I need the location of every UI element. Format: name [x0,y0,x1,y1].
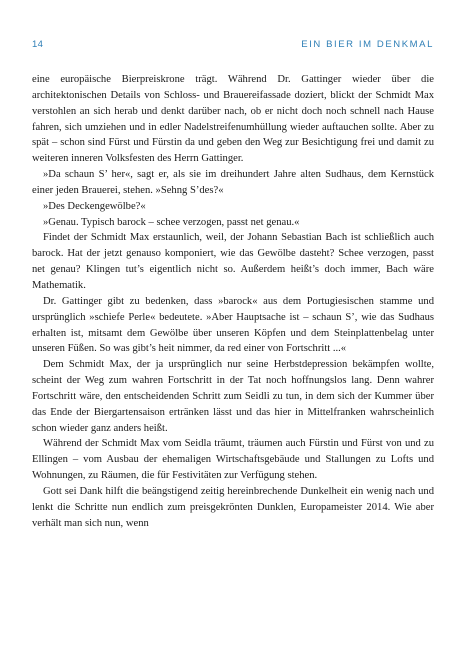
running-head: EIN BIER IM DENKMAL [301,38,434,50]
page-number: 14 [32,38,44,50]
paragraph: »Des Deckengewölbe?« [43,200,146,212]
page-header [32,37,434,51]
body-text [32,72,434,531]
paragraph: Gott sei Dank hilft die beängstigend zeitig hereinbrechende Dunkelheit ein wenig nach und lenkt die Schritte nun endlich zum preisgekrönten Dunklen, Europameister 2014. Wie aber verhält man sich nun, wenn [32,485,434,529]
paragraph: Findet der Schmidt Max erstaunlich, weil, der Johann Sebastian Bach ist schließlich auch barock. Hat der jetzt genauso komponiert, wie das Gewölbe dasteht? Schee verzogen, passt net genau? Klingen tut’s eigentlich nicht so. Außerdem heißt’s doch immer, Bach wäre Mathematik. [32,232,434,291]
paragraph: Während der Schmidt Max vom Seidla träumt, träumen auch Fürstin und Fürst von und zu Ellingen – vom Ausbau der ehemaligen Wirtschaftsgebäude und Stallungen zu Lofts und Wohnungen, zu Räumen, die für Festivitäten zur Verfügung stehen. [32,438,434,482]
paragraph: eine europäische Bierpreiskrone trägt. Während Dr. Gattinger wieder über die architektonischen Details von Schloss- und Brauereifassade doziert, blickt der Schmidt Max verstohlen an sich herab und denkt darüber nach, ob er nicht doch noch schnell nach Hause fahren, sich umziehen und in edler Nadelstreifenumhüllung wieder auftauchen sollte. Aber zu spät – schon sind Fürst und Fürstin da und geben den Weg zur Besichtigung frei und damit zu weiteren inneren Volksfesten des Herrn Gattinger. [32,74,434,165]
paragraph: Dr. Gattinger gibt zu bedenken, dass »barock« aus dem Portugiesischen stamme und ursprünglich »schiefe Perle« bedeutete. »Aber Hauptsache ist – schaun S’, wie das Sudhaus erhalten ist, mitsamt dem Gewölbe über unseren Köpfen und dem Steinplattenbelag unter unseren Füßen. So was gibt’s heit nimmer, da red einer von Fortschritt ...« [32,295,434,355]
paragraph: »Da schaun S’ her«, sagt er, als sie im dreihundert Jahre alten Sudhaus, dem Kernstück einer jeden Brauerei, stehen. »Sehng S’des?« [32,169,434,196]
paragraph: Dem Schmidt Max, der ja ursprünglich nur seine Herbstdepression bekämpfen wollte, scheint der Weg zum wahren Fortschritt in der Tat noch hoffnungslos lang. Denn wahrer Fortschritt wäre, den entscheidenden Schritt zum Seidli zu tun, in dem sich der Kummer über das Ende der Biergartensaison ertränken lässt und das hier in Mittelfranken wahrscheinlich schon wieder ganz anders heißt. [32,359,434,434]
paragraph: »Genau. Typisch barock – schee verzogen, passt net genau.« [43,216,300,228]
